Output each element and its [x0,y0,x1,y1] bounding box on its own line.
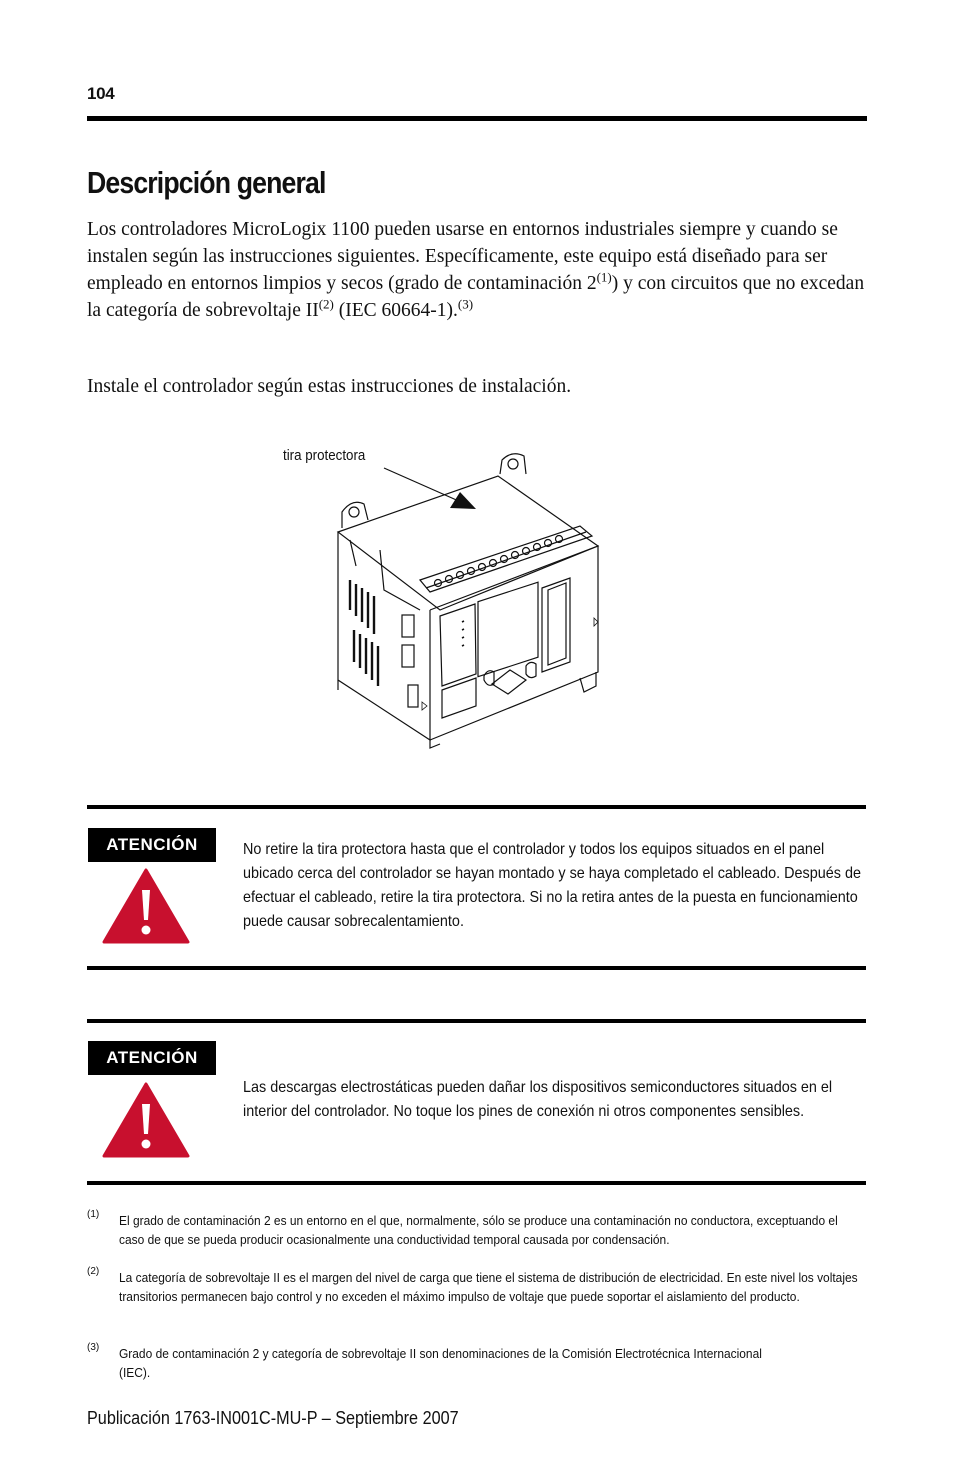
page-number: 104 [87,84,115,103]
footnote-ref-1[interactable]: (1) [596,269,612,285]
attention-bottom-rule [87,1181,866,1185]
footnote-text: El grado de contaminación 2 es un entorno en el que, normalmente, sólo se produce una contaminación no conductora, exceptuando el caso de que se pueda producir ocasionalmente una conductividad temporal causada por condensación. [119,1213,838,1247]
intro-text-1: Los controladores MicroLogix 1100 pueden usarse en entornos industriales siempre y cuando se instalen según las instrucciones siguientes. Específicamente, este equipo está diseñado para ser empleado en entornos limpios y secos (grado de contaminación 2 [87,219,838,294]
intro-text-3: (IEC 60664-1). [333,300,458,321]
attention-top-rule [87,805,866,809]
warning-triangle-icon [100,866,192,946]
attention-text: Las descargas electrostáticas pueden dañar los dispositivos semiconductores situados en el interior del controlador. No toque los pines de conexión ni otros componentes sensibles. [243,1079,833,1120]
controller-drawing [280,440,620,760]
attention-bottom-rule [87,966,866,970]
intro-paragraph [87,216,867,324]
install-instruction: Instale el controlador según estas instrucciones de instalación. [87,376,572,397]
footnote-text: La categoría de sobrevoltaje II es el margen del nivel de carga que tiene el sistema de distribución de electricidad. En este nivel los voltajes transitorios permanecen bajo control y no exceden el máximo impulso de voltaje que puede soportar el aislamiento del producto. [119,1270,858,1304]
footnote-mark: (3) [87,1342,100,1353]
publication-footer: Publicación 1763-IN001C-MU-P – Septiembre 2007 [87,1408,459,1428]
intro-text-2: ) y con circuitos que no excedan la categoría de sobrevoltaje II [87,273,865,321]
footnote-text: Grado de contaminación 2 y categoría de sobrevoltaje II son denominaciones de la Comisión Electrotécnica Internacional (IEC). [119,1346,762,1380]
callout-label: tira protectora [283,448,366,464]
section-heading: Descripción general [87,165,326,200]
attention-top-rule [87,1019,866,1023]
footnote-mark: (2) [87,1266,100,1277]
footnote-mark: (1) [87,1209,100,1220]
attention-badge: ATENCIÓN [88,1041,216,1075]
footnote-ref-3[interactable]: (3) [457,296,474,312]
attention-text: No retire la tira protectora hasta que el controlador y todos los equipos situados en el panel ubicado cerca del controlador se hayan montado y se haya completado el cableado. Después de efectuar el cableado, retire la tira protectora. Si no la retira antes de la puesta en funcionamiento puede causar sobrecalentamiento. [243,841,862,930]
header-rule [87,116,867,121]
warning-triangle-icon [100,1080,192,1160]
attention-badge: ATENCIÓN [88,828,216,862]
controller-figure [280,440,620,760]
footnote-ref-2[interactable]: (2) [318,296,334,312]
